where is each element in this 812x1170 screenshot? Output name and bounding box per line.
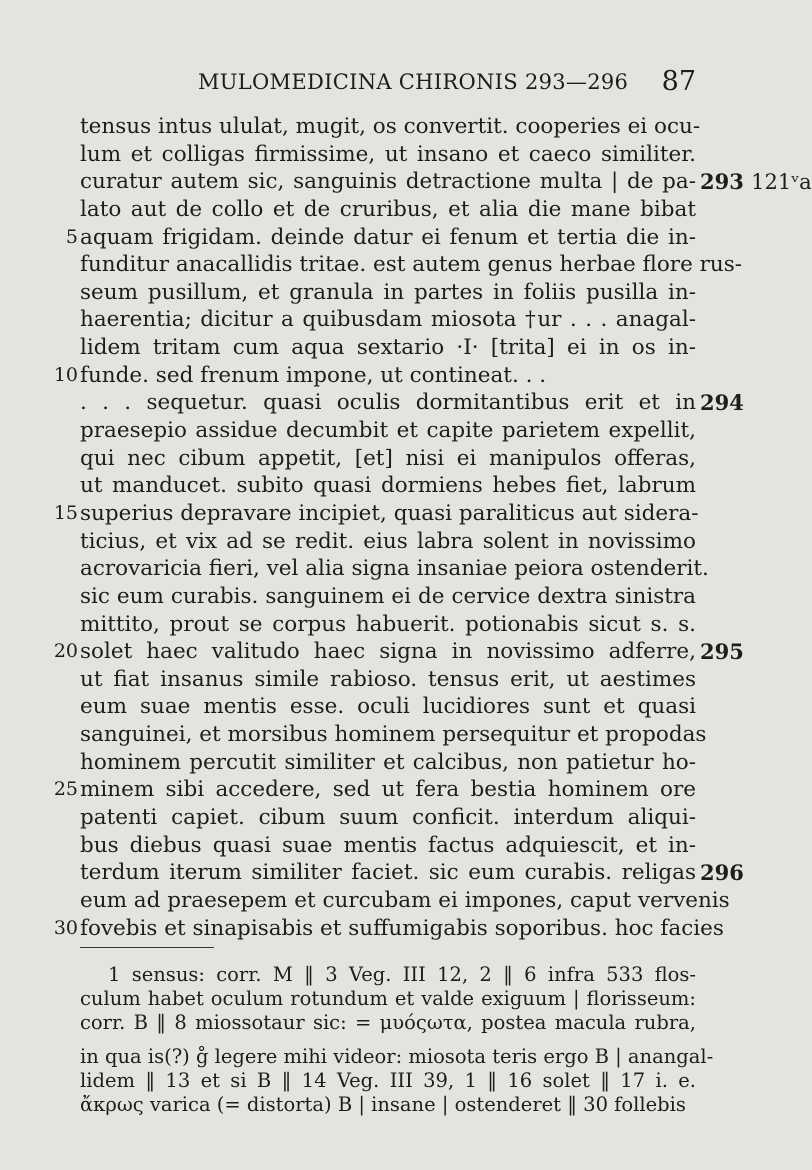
section-number: 294 — [700, 390, 744, 416]
footnotes — [80, 963, 714, 1117]
footnote-line: ἄκρως varica (= distorta) B | insane | ostenderet ‖ 30 follebis — [80, 1093, 686, 1116]
line-text: haerentia; dicitur a quibusdam miosota †ur . . . anagal- — [80, 307, 696, 333]
text-line — [0, 306, 800, 334]
text-line — [0, 611, 800, 639]
text-line — [0, 804, 800, 832]
line-text: ut manducet. subito quasi dormiens hebes fiet, labrum — [80, 473, 696, 499]
margin-section-number — [700, 859, 744, 887]
text-line — [0, 749, 800, 777]
line-text: hominem percutit similiter et calcibus, non patietur ho- — [80, 749, 696, 775]
line-text: sic eum curabis. sanguinem ei de cervice dextra sinistra — [80, 583, 696, 609]
text-line — [0, 251, 800, 279]
text-line — [0, 196, 800, 224]
section-number: 293 — [700, 169, 744, 195]
text-line — [0, 583, 800, 611]
text-line — [0, 721, 800, 749]
line-number: 10 — [53, 363, 78, 386]
line-text: funde. sed frenum impone, ut contineat. . . — [80, 362, 547, 388]
line-text: solet haec valitudo haec signa in novissimo adferre, — [80, 639, 696, 665]
margin-section-number — [700, 389, 744, 417]
line-text: patenti capiet. cibum suum conficit. interdum aliqui- — [80, 805, 696, 831]
text-line — [0, 693, 800, 721]
text-line — [0, 859, 800, 887]
line-text: fovebis et sinapisabis et suffumigabis soporibus. hoc facies — [80, 915, 724, 941]
line-text: superius depravare incipiet, quasi paraliticus aut sidera- — [80, 500, 699, 526]
text-line — [0, 500, 800, 528]
text-line — [0, 141, 800, 169]
text-line — [0, 638, 800, 666]
text-line — [0, 279, 800, 307]
line-number: 25 — [53, 778, 78, 801]
page-number: 87 — [661, 66, 696, 97]
folio-reference: 121ᵛa — [751, 170, 812, 195]
text-line — [0, 168, 812, 196]
line-text: aquam frigidam. deinde datur ei fenum et tertia die in- — [80, 224, 696, 250]
text-line — [0, 389, 800, 417]
footnote-divider — [80, 947, 214, 948]
text-line — [0, 362, 800, 390]
text-line — [0, 528, 800, 556]
line-text: funditur anacallidis tritae. est autem genus herbae flore rus- — [80, 252, 743, 278]
line-text: ut fiat insanus simile rabioso. tensus erit, ut aestimes — [80, 666, 696, 692]
running-title: MULOMEDICINA CHIRONIS 293—296 — [198, 70, 629, 94]
line-text: . . . sequetur. quasi oculis dormitantibus erit et in — [80, 390, 696, 416]
footnote-line: lidem ‖ 13 et si B ‖ 14 Veg. III 39, 1 ‖ 16 solet ‖ 17 i. e. — [80, 1069, 696, 1092]
footnote-line: in qua is(?) g̊ legere mihi videor: miosota teris ergo B | anangal- — [80, 1045, 714, 1068]
line-number: 5 — [65, 225, 78, 248]
line-number: 20 — [53, 640, 78, 663]
footnote-line: corr. B ‖ 8 miossotaur sic: = μυόςωτα, postea macula rubra, — [80, 1011, 696, 1034]
line-text: mittito, prout se corpus habuerit. potionabis sicut s. s. — [80, 611, 696, 637]
text-line — [0, 555, 800, 583]
line-text: acrovaricia fieri, vel alia signa insaniae peiora ostenderit. — [80, 556, 709, 582]
line-text: eum suae mentis esse. oculi lucidiores sunt et quasi — [80, 694, 696, 720]
text-line — [0, 666, 800, 694]
line-text: eum ad praesepem et curcubam ei impones, caput vervenis — [80, 887, 730, 913]
line-text: curatur autem sic, sanguinis detractione multa | de pa- — [80, 169, 696, 195]
line-text: tensus intus ululat, mugit, os convertit. cooperies ei ocu- — [80, 114, 701, 139]
line-text: lidem tritam cum aqua sextario ·I· [trita] ei in os in- — [80, 335, 696, 361]
line-text: qui nec cibum appetit, [et] nisi ei manipulos offeras, — [80, 445, 696, 471]
line-text: praesepio assidue decumbit et capite parietem expellit, — [80, 418, 696, 444]
text-line — [0, 776, 800, 804]
line-number: 15 — [53, 501, 78, 524]
line-text: lum et colligas firmissime, ut insano et caeco similiter. — [80, 141, 696, 167]
margin-section-number — [700, 168, 812, 197]
page-header — [80, 66, 696, 100]
margin-section-number — [700, 638, 744, 666]
line-text: terdum iterum similiter faciet. sic eum curabis. religas — [80, 860, 696, 886]
footnote-line: 1 sensus: corr. M ‖ 3 Veg. III 12, 2 ‖ 6 infra 533 flos- — [108, 963, 696, 986]
section-number: 296 — [700, 860, 744, 886]
footnote-line: culum habet oculum rotundum et valde exiguum | florisseum: — [80, 987, 696, 1010]
text-line — [0, 832, 800, 860]
text-line — [0, 445, 800, 473]
line-text: bus diebus quasi suae mentis factus adquiescit, et in- — [80, 832, 696, 858]
text-line — [0, 887, 800, 915]
line-text: sanguinei, et morsibus hominem persequitur et propodas — [80, 722, 707, 748]
line-text: seum pusillum, et granula in partes in foliis pusilla in- — [80, 279, 696, 305]
line-number: 30 — [53, 916, 78, 939]
text-line — [0, 417, 800, 445]
line-text: minem sibi accedere, sed ut fera bestia hominem ore — [80, 777, 696, 803]
text-line — [0, 915, 800, 943]
text-line — [0, 113, 800, 141]
text-line — [0, 224, 800, 252]
text-line — [0, 472, 800, 500]
section-number: 295 — [700, 639, 744, 665]
line-text: ticius, et vix ad se redit. eius labra solent in novissimo — [80, 528, 696, 554]
main-text — [0, 113, 812, 942]
text-line — [0, 334, 800, 362]
line-text: lato aut de collo et de cruribus, et alia die mane bibat — [80, 196, 696, 222]
